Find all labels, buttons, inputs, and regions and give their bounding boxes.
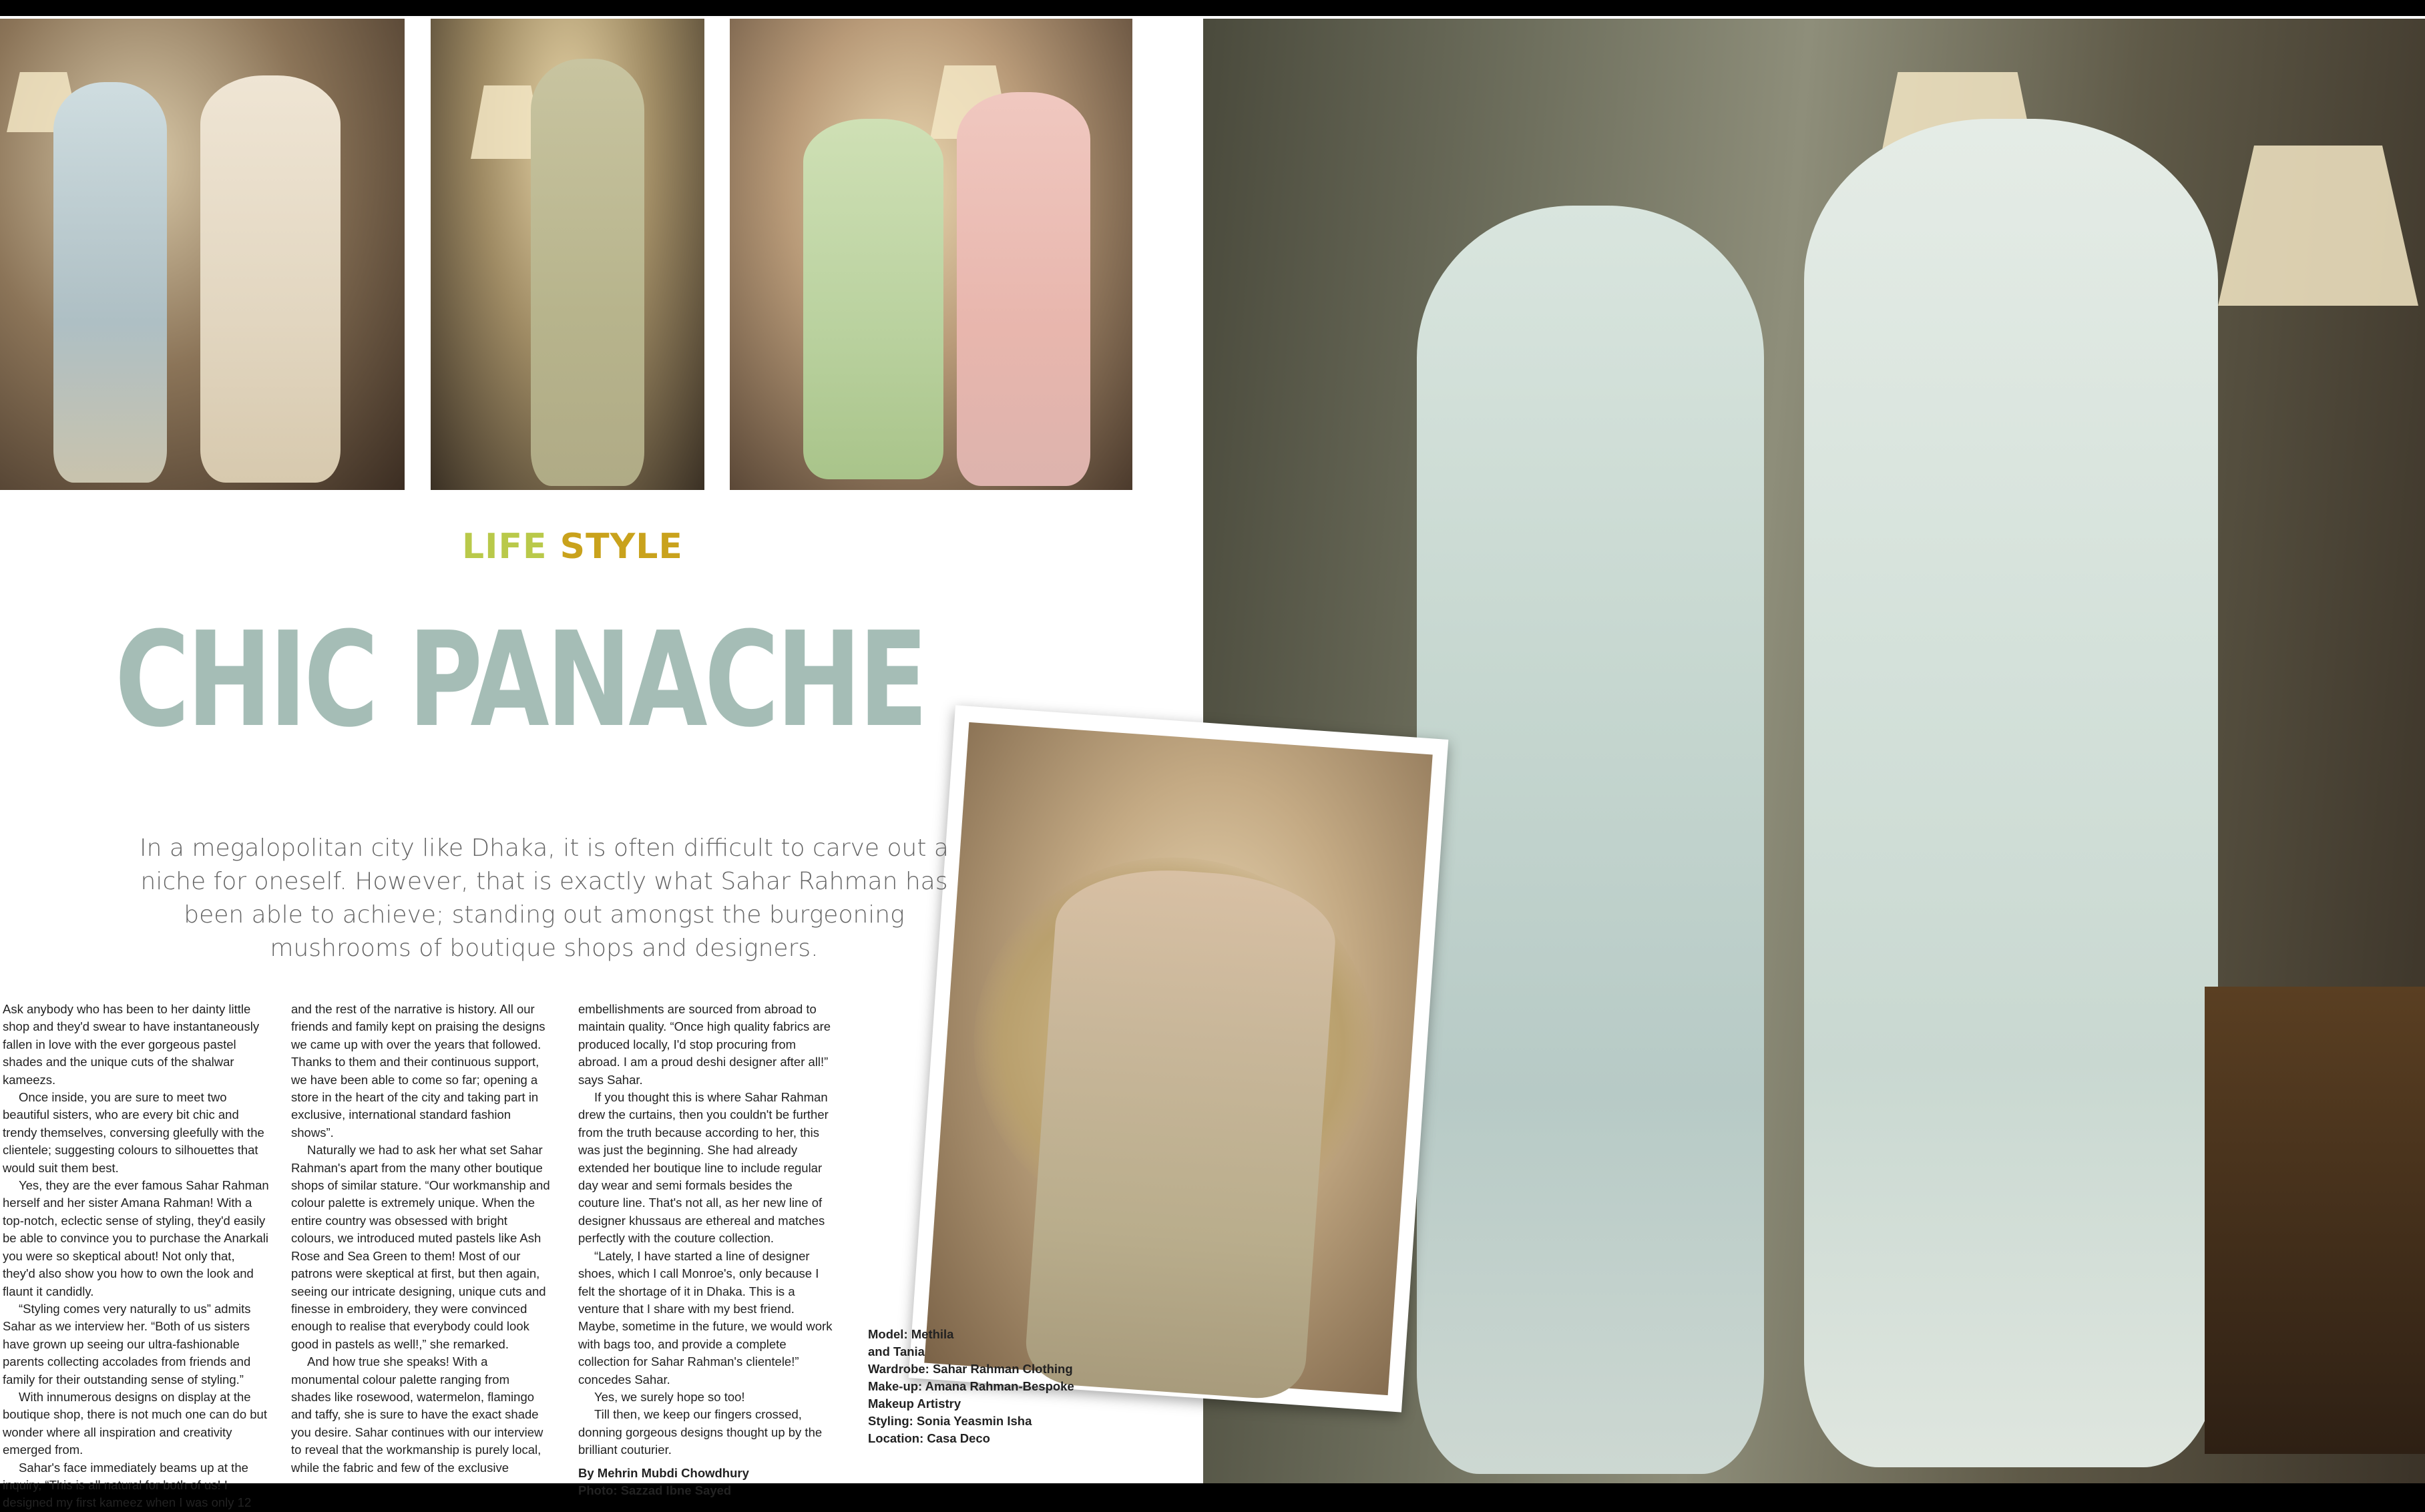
paragraph: Till then, we keep our fingers crossed, donning gorgeous designs thought up by the brilliant couturier. [578,1407,823,1457]
credit-line: Wardrobe: Sahar Rahman Clothing [868,1362,1073,1376]
photo-two-models-shop [0,19,405,490]
inset-photo-frame [909,705,1449,1412]
paragraph: “Lately, I have started a line of designer shoes, which I call Monroe's, only because I felt the shortage of it in Dhaka. This is a venture that I share with my best friend. Maybe, sometime in the future, we would work with bags too, and provide a complete collection for Sahar Rahman's clientele!” concedes Sahar. [578,1248,833,1387]
credit-line: and Tania [868,1344,925,1358]
byline [578,1465,749,1499]
section-label-style: STYLE [560,527,683,567]
photo-credits [868,1326,1122,1447]
credit-line: Model: Methila [868,1327,954,1341]
photo-model-olive-dress [431,19,704,490]
paragraph: “Styling comes very naturally to us” admits Sahar as we interview her. “Both of us sisters have grown up seeing our ultra-fashionable parents collecting accolades from friends and family for their outstanding sense of styling.” [3,1301,251,1387]
paragraph: Once inside, you are sure to meet two beautiful sisters, who are every bit chic and trendy themselves, conversing gleefully with the clientele; suggesting colours to silhouettes that would suit them best. [3,1090,264,1175]
headline: CHIC PANACHE [115,604,925,756]
paragraph: Naturally we had to ask her what set Sahar Rahman's apart from the many other boutique shops of similar stature. “Our workmanship and colour palette is extremely unique. When the entire country was obsessed with bright colours, we introduced muted pastels like Ash Rose and Sea Green to them! Most of our patrons were skeptical at first, but then again, seeing our intricate designing, unique cuts and finesse in embroidery, they were convinced enough to realise that everybody could look good in pastels as well!,” she remarked. [291,1143,550,1351]
paragraph: If you thought this is where Sahar Rahman drew the curtains, then you couldn't be further from the truth because according to her, this was just the beginning. She had already extended her boutique line to include regular day wear and semi formals besides the couture line. That's not all, as her new line of designer khussaus are ethereal and matches perfectly with the couture collection. [578,1090,829,1246]
section-label [462,527,683,567]
magazine-spread [0,16,2425,1510]
intro-paragraph: In a megalopolitan city like Dhaka, it is often difficult to carve out a niche for oneself. However, that is exactly what Sahar Rahman has been able to achieve; standing out amongst the burgeoning mushrooms of boutique shops and designers. [140,834,949,962]
body-column-1 [3,1001,270,1512]
credit-line: Makeup Artistry [868,1397,961,1411]
byline-photo-credit: Photo: Sazzad Ibne Sayed [578,1483,732,1497]
paragraph: With innumerous designs on display at the boutique shop, there is not much one can do but wonder where all inspiration and creativity emerged from. [3,1389,267,1457]
body-column-3 [578,1001,836,1459]
paragraph: Sahar's face immediately beams up at the inquiry, “This is all natural for both of us! I designed my first kameez when I was only 12 [3,1460,252,1510]
photo-model-reclining [924,722,1432,1395]
photo-two-models-sofa [730,19,1132,490]
credit-line: Styling: Sonia Yeasmin Isha [868,1414,1032,1428]
paragraph: and the rest of the narrative is history. All our friends and family kept on praising the designs we came up with over the years that followed. Thanks to them and their continuous support, we have been able to come so far; opening a store in the heart of the city and taking part in exclusive, international standard fashion shows”. [291,1002,545,1140]
paragraph: And how true she speaks! With a monumental colour palette ranging from shades like rosewood, watermelon, flamingo and taffy, she is sure to have the exact shade you desire. Sahar continues with our interview to reveal that the workmanship is purely local, while the fabric and few of the exclusive [291,1354,543,1475]
paragraph: Ask anybody who has been to her dainty little shop and they'd swear to have instantaneously fallen in love with the ever gorgeous pastel shades and the unique cuts of the shalwar kameezs. [3,1002,260,1087]
paragraph: embellishments are sourced from abroad to maintain quality. “Once high quality fabrics are produced locally, I'd stop procuring from abroad. I am a proud deshi designer after all!” says Sahar. [578,1002,831,1087]
credit-line: Make-up: Amana Rahman-Bespoke [868,1379,1074,1393]
paragraph: Yes, they are the ever famous Sahar Rahman herself and her sister Amana Rahman! With a top-notch, eclectic sense of styling, they'd easily be able to convince you to purchase the Anarkali you were so skeptical about! Not only that, they'd also show you how to own the look and flaunt it candidly. [3,1178,269,1298]
body-column-2 [291,1001,552,1477]
section-label-life: LIFE [462,527,547,567]
credit-line: Location: Casa Deco [868,1431,990,1445]
paragraph: Yes, we surely hope so too! [594,1389,745,1404]
byline-author: By Mehrin Mubdi Chowdhury [578,1466,749,1480]
